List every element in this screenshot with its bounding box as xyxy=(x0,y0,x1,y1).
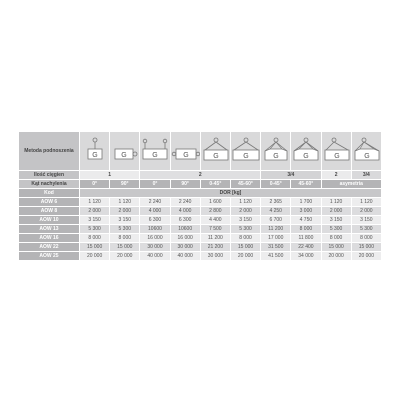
capacity-cell: 11 200 xyxy=(200,234,230,243)
capacity-cell: 2 240 xyxy=(140,198,170,207)
capacity-cell: 20 000 xyxy=(80,252,110,261)
capacity-cell: 11 200 xyxy=(261,225,291,234)
capacity-cell: 1 120 xyxy=(321,198,351,207)
capacity-cell: 31 500 xyxy=(261,243,291,252)
capacity-cell: 15 000 xyxy=(230,243,260,252)
capacity-cell: 16 000 xyxy=(170,234,200,243)
row-code: AOW 16 xyxy=(19,234,80,243)
capacity-cell: 4 000 xyxy=(170,207,200,216)
four-leg-asymmetric-icon xyxy=(351,132,381,171)
table-row xyxy=(19,252,382,261)
row-code: AOW 13 xyxy=(19,225,80,234)
capacity-cell: 20 000 xyxy=(321,252,351,261)
two-leg-sling-narrow-icon xyxy=(200,132,230,171)
code-label: Kod xyxy=(19,189,80,198)
table-row xyxy=(19,234,382,243)
capacity-cell: 4 400 xyxy=(200,216,230,225)
capacity-cell: 6 700 xyxy=(261,216,291,225)
capacity-cell: 8 000 xyxy=(230,234,260,243)
angle-cell: 0-45° xyxy=(200,180,230,189)
capacity-cell: 3 150 xyxy=(110,216,140,225)
table-row xyxy=(19,225,382,234)
capacity-cell: 4 000 xyxy=(140,207,170,216)
dor-unit-label: DOR [kg] xyxy=(80,189,382,198)
leg-count-group: 2 xyxy=(321,171,351,180)
capacity-cell: 2 000 xyxy=(351,207,381,216)
table-row xyxy=(19,216,382,225)
row-code: AOW 22 xyxy=(19,243,80,252)
angle-cell: 90° xyxy=(110,180,140,189)
leg-count-group: 3/4 xyxy=(261,171,321,180)
angle-label: Kąt nachylenia xyxy=(19,180,80,189)
capacity-cell: 1 120 xyxy=(230,198,260,207)
svg-text:G: G xyxy=(303,153,310,160)
svg-text:G: G xyxy=(333,153,340,160)
capacity-cell: 10600 xyxy=(170,225,200,234)
capacity-cell: 1 120 xyxy=(80,198,110,207)
table-row xyxy=(19,243,382,252)
angle-cell: 45-60° xyxy=(230,180,260,189)
method-row xyxy=(19,132,382,171)
capacity-cell: 30 000 xyxy=(200,252,230,261)
capacity-cell: 3 000 xyxy=(291,207,321,216)
table-row xyxy=(19,207,382,216)
table-row xyxy=(19,198,382,207)
capacity-cell: 21 200 xyxy=(200,243,230,252)
capacity-cell: 6 300 xyxy=(140,216,170,225)
capacity-cell: 41 500 xyxy=(261,252,291,261)
capacity-cell: 8 000 xyxy=(351,234,381,243)
angle-cell: 0° xyxy=(140,180,170,189)
capacity-cell: 3 150 xyxy=(80,216,110,225)
capacity-cell: 5 300 xyxy=(321,225,351,234)
capacity-cell: 40 000 xyxy=(170,252,200,261)
svg-text:G: G xyxy=(363,153,370,160)
capacity-cell: 2 365 xyxy=(261,198,291,207)
capacity-cell: 6 300 xyxy=(170,216,200,225)
row-code: AOW 25 xyxy=(19,252,80,261)
capacity-cell: 8 000 xyxy=(80,234,110,243)
capacity-cell: 2 000 xyxy=(110,207,140,216)
capacity-cell: 34 000 xyxy=(291,252,321,261)
double-hook-side-icon xyxy=(170,132,200,171)
lifting-capacity-table xyxy=(18,131,382,261)
capacity-cell: 3 150 xyxy=(351,216,381,225)
capacity-cell: 2 000 xyxy=(321,207,351,216)
leg-count-label: Ilość cięgien xyxy=(19,171,80,180)
capacity-cell: 15 000 xyxy=(321,243,351,252)
leg-count-group: 3/4 xyxy=(351,171,381,180)
capacity-cell: 15 000 xyxy=(351,243,381,252)
angle-cell: 0° xyxy=(80,180,110,189)
row-code: AOW 10 xyxy=(19,216,80,225)
angle-cell: 45-60° xyxy=(291,180,321,189)
four-leg-sling-narrow-icon xyxy=(261,132,291,171)
svg-text:G: G xyxy=(121,152,127,159)
row-code: AOW 6 xyxy=(19,198,80,207)
capacity-cell: 20 000 xyxy=(230,252,260,261)
capacity-cell: 1 600 xyxy=(200,198,230,207)
capacity-cell: 7 500 xyxy=(200,225,230,234)
svg-text:G: G xyxy=(92,152,98,159)
capacity-cell: 30 000 xyxy=(140,243,170,252)
capacity-cell: 8 000 xyxy=(110,234,140,243)
capacity-cell: 22 400 xyxy=(291,243,321,252)
capacity-cell: 5 300 xyxy=(351,225,381,234)
capacity-cell: 20 000 xyxy=(351,252,381,261)
capacity-cell: 1 120 xyxy=(110,198,140,207)
capacity-cell: 1 700 xyxy=(291,198,321,207)
capacity-cell: 10600 xyxy=(140,225,170,234)
two-leg-asymmetric-icon xyxy=(321,132,351,171)
leg-count-group: 1 xyxy=(80,171,140,180)
capacity-cell: 3 150 xyxy=(321,216,351,225)
capacity-cell: 15 000 xyxy=(80,243,110,252)
capacity-cell: 11 800 xyxy=(291,234,321,243)
leg-count-row xyxy=(19,171,382,180)
capacity-cell: 5 300 xyxy=(80,225,110,234)
code-header-row xyxy=(19,189,382,198)
single-hook-side-icon xyxy=(110,132,140,171)
double-hook-vertical-icon xyxy=(140,132,170,171)
capacity-cell: 2 240 xyxy=(170,198,200,207)
method-label: Metoda podnoszenia xyxy=(19,132,80,171)
two-leg-sling-wide-icon xyxy=(230,132,260,171)
capacity-cell: 5 300 xyxy=(110,225,140,234)
capacity-cell: 4 750 xyxy=(291,216,321,225)
leg-count-group: 2 xyxy=(140,171,261,180)
capacity-cell: 5 300 xyxy=(230,225,260,234)
capacity-cell: 8 000 xyxy=(291,225,321,234)
angle-row xyxy=(19,180,382,189)
svg-text:G: G xyxy=(182,152,189,159)
capacity-cell: 2 000 xyxy=(230,207,260,216)
capacity-cell: 17 000 xyxy=(261,234,291,243)
svg-text:G: G xyxy=(152,152,159,159)
svg-text:G: G xyxy=(213,153,219,160)
svg-text:G: G xyxy=(273,153,279,160)
capacity-cell: 8 000 xyxy=(321,234,351,243)
row-code: AOW 8 xyxy=(19,207,80,216)
asymmetry-cell: asymetria xyxy=(321,180,382,189)
capacity-cell: 3 150 xyxy=(230,216,260,225)
capacity-cell: 30 000 xyxy=(170,243,200,252)
capacity-cell: 2 000 xyxy=(80,207,110,216)
capacity-cell: 40 000 xyxy=(140,252,170,261)
capacity-cell: 1 120 xyxy=(351,198,381,207)
svg-text:G: G xyxy=(243,153,249,160)
capacity-cell: 20 000 xyxy=(110,252,140,261)
angle-cell: 90° xyxy=(170,180,200,189)
capacity-cell: 4 250 xyxy=(261,207,291,216)
capacity-cell: 2 800 xyxy=(200,207,230,216)
capacity-cell: 16 000 xyxy=(140,234,170,243)
four-leg-sling-wide-icon xyxy=(291,132,321,171)
angle-cell: 0-45° xyxy=(261,180,291,189)
single-hook-vertical-icon xyxy=(80,132,110,171)
capacity-cell: 15 000 xyxy=(110,243,140,252)
